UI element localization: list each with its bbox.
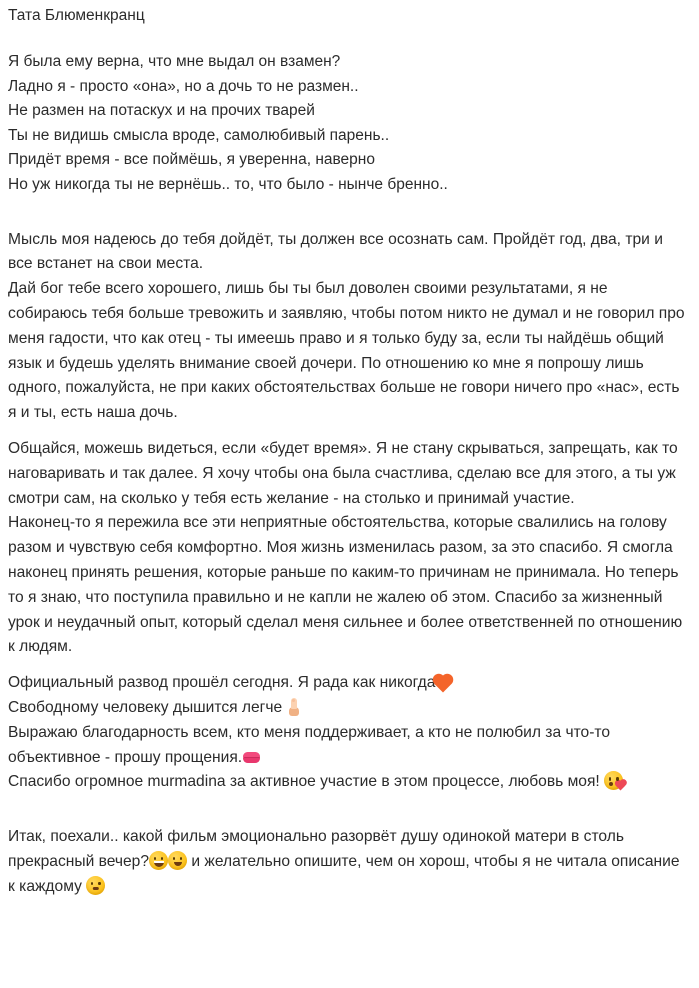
paragraph-gap bbox=[8, 795, 689, 825]
paragraph-6-text: Свободному человеку дышится легче bbox=[8, 698, 283, 716]
poem-line: Но уж никогда ты не вернёшь.. то, что было - нынче бренно.. bbox=[8, 175, 448, 193]
poem-line: Ты не видишь смысла вроде, самолюбивый парень.. bbox=[8, 126, 390, 144]
paragraph-1: Мысль моя надеюсь до тебя дойдёт, ты должен все осознать сам. Пройдёт год, два, три и все встанет на свои места. bbox=[8, 230, 663, 273]
paragraph-3: Общайся, можешь видеться, если «будет время». Я не стану скрываться, запрещать, как то наговаривать и так далее. Я хочу чтобы она была счастлива, сделаю все для этого, а ты уж смотри сам, на сколько у тебя есть желание - на столько и принимай участие. bbox=[8, 439, 678, 507]
paragraph-7 bbox=[8, 721, 689, 771]
poem-line: Не размен на потаскух и на прочих тварей bbox=[8, 102, 315, 120]
paragraph-2: Дай бог тебе всего хорошего, лишь бы ты был доволен своими результатами, я не собираюсь тебя больше тревожить и заявляю, чтобы потом никто не думал и не говорил про меня гадости, что как отец - ты имеешь право и я только буду за, если ты найдёшь общий язык и будешь уделять внимание своей дочери. По отношению ко мне я попрошу лишь одного, пожалуйста, не при каких обстоятельствах больше не говори ничего про «нас», есть я и ты, есть наша дочь. bbox=[8, 280, 685, 422]
poem-line: Я была ему верна, что мне выдал он взамен? bbox=[8, 53, 341, 70]
poem-line: Ладно я - просто «она», но а дочь то не размен.. bbox=[8, 77, 359, 95]
paragraph-9-text-a: Итак, поехали.. какой фильм эмоционально разорвёт душу одинокой матери в столь прекрасный вечер? bbox=[8, 828, 624, 870]
author-spacer bbox=[8, 26, 689, 50]
paragraph-gap bbox=[8, 426, 689, 437]
paragraph-8-text: Спасибо огромное murmadina за активное участие в этом процессе, любовь моя! bbox=[8, 773, 600, 791]
winking-face-icon bbox=[168, 851, 187, 870]
paragraph-5-text: Официальный развод прошёл сегодня. Я рада как никогда bbox=[8, 674, 436, 692]
grinning-face-icon bbox=[149, 851, 168, 870]
post-author-name: Тата Блюменкранц bbox=[8, 7, 145, 24]
paragraph-5 bbox=[8, 671, 689, 696]
paragraph-gap bbox=[8, 198, 689, 228]
paragraph-8 bbox=[8, 770, 689, 795]
kiss-lips-icon bbox=[242, 750, 261, 765]
paragraph-7-text: Выражаю благодарность всем, кто меня поддерживает, а кто не полюбил за что-то объективное - прошу прощения. bbox=[8, 723, 611, 766]
paragraph-4: Наконец-то я пережила все эти неприятные обстоятельства, которые свалились на голову разом и чувствую себя комфортно. Моя жизнь изменилась разом, за это спасибо. Я смогла наконец принять решения, которые раньше по каким-то причинам не принимала. Но теперь то я знаю, что поступила правильно и не капли не жалею об этом. Спасибо за жизненный урок и неудачный опыт, который сделал меня сильнее и более ответственней по отношению к людям. bbox=[8, 514, 683, 656]
face-blowing-a-kiss-icon bbox=[604, 771, 623, 790]
paragraph-9-text-b: и желательно опишите, чем он хорош, чтобы я не читала описание к каждому bbox=[8, 852, 680, 895]
index-pointing-up-icon bbox=[287, 697, 301, 716]
paragraph-6 bbox=[8, 696, 689, 721]
orange-heart-icon bbox=[435, 673, 453, 690]
face-without-mouth-icon bbox=[86, 876, 105, 895]
poem-line: Придёт время - все поймёшь, я уверенна, наверно bbox=[8, 151, 375, 169]
paragraph-gap bbox=[8, 660, 689, 671]
poem-block bbox=[8, 50, 689, 198]
paragraph-9 bbox=[8, 825, 689, 899]
